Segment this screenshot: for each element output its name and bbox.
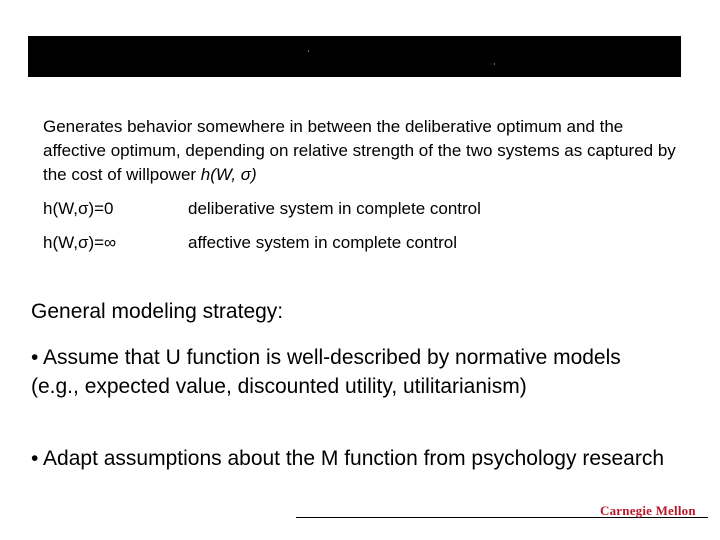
definition-term: h(W,σ)=∞	[43, 233, 117, 252]
title-bar	[28, 36, 681, 77]
bullet-item: • Assume that U function is well-described by normative models (e.g., expected value, discounted utility, utilitarianism)	[31, 346, 621, 398]
willpower-formula: h(W, σ)	[200, 165, 257, 184]
carnegie-mellon-logo: Carnegie Mellon	[600, 503, 696, 518]
title-bar-mark	[494, 63, 495, 65]
intro-text: Generates behavior somewhere in between the deliberative optimum and the affective optimum, depending on relative strength of the two systems as captured by the cost of willpower	[43, 117, 676, 184]
bullet-item: • Adapt assumptions about the M function from psychology research	[31, 447, 665, 470]
title-bar-mark	[308, 50, 309, 52]
intro-paragraph	[43, 115, 683, 187]
definition-meaning: deliberative system in complete control	[188, 199, 481, 218]
definition-term: h(W,σ)=0	[43, 199, 114, 218]
definition-meaning: affective system in complete control	[188, 233, 457, 252]
strategy-heading: General modeling strategy:	[31, 300, 284, 323]
